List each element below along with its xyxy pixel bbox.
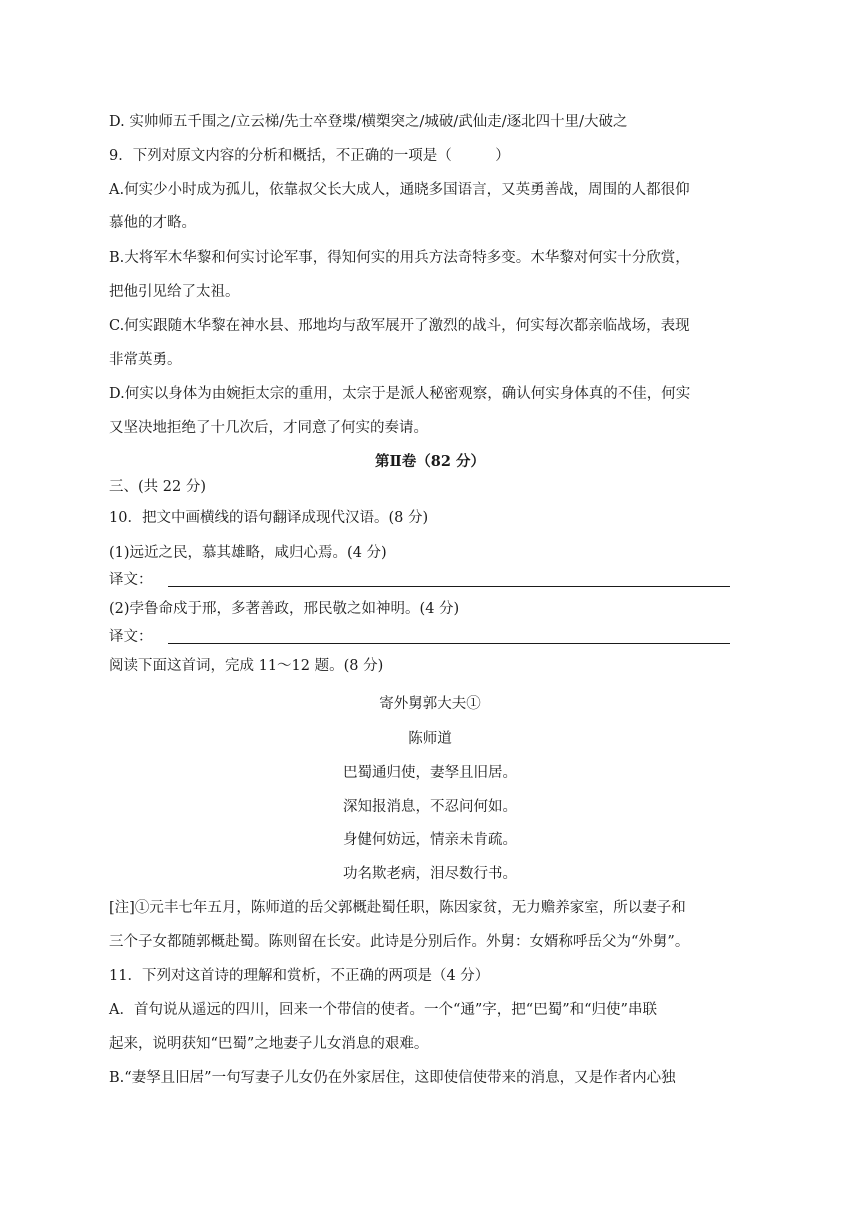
poem-line-2: 深知报消息，不忍问何如。 (343, 799, 517, 815)
q9-option-b-line2: 把他引见给了太祖。 (109, 284, 240, 300)
poem-note-line2: 三个子女都随郭概赴蜀。陈则留在长安。此诗是分别后作。外舅：女婿称呼岳父为“外舅”。 (109, 934, 690, 950)
q11-option-b-line1: B.“妻孥且旧居”一句写妻子儿女仍在外家居住，这即使信使带来的消息，又是作者内心独 (109, 1070, 676, 1086)
q9-option-c-line2: 非常英勇。 (109, 352, 182, 368)
q9-option-a-line1: A.何实少小时成为孤儿，依靠叔父长大成人，通晓多国语言，又英勇善战，周围的人都很仰 (109, 182, 690, 198)
q10-answer2-label: 译文： (109, 629, 153, 645)
q9-option-d-line1: D.何实以身体为由婉拒太宗的重用，太宗于是派人秘密观察，确认何实身体真的不佳，何实 (109, 386, 691, 402)
poem-intro: 阅读下面这首词，完成 11～12 题。(8 分) (109, 658, 384, 674)
q9-option-c-line1: C.何实跟随木华黎在神水县、邢地均与敌军展开了激烈的战斗，何实每次都亲临战场，表现 (109, 318, 690, 334)
q10-answer1-blank[interactable] (168, 586, 730, 587)
q9-option-b-line1: B.大将军木华黎和何实讨论军事，得知何实的用兵方法奇特多变。木华黎对何实十分欣赏， (109, 250, 690, 266)
q11-stem: 11．下列对这首诗的理解和赏析，不正确的两项是（4 分） (109, 968, 490, 984)
q10-answer1-label: 译文： (109, 572, 153, 588)
poem-line-3: 身健何妨远，情亲未肯疏。 (343, 832, 517, 848)
q11-option-a-line2: 起来，说明获知“巴蜀”之地妻子儿女消息的艰难。 (109, 1036, 429, 1052)
q10-answer2-blank[interactable] (168, 643, 730, 644)
q11-option-a-line1: A．首句说从遥远的四川，回来一个带信的使者。一个“通”字，把“巴蜀”和“归使”串联 (109, 1002, 657, 1018)
q10-stem: 10．把文中画横线的语句翻译成现代汉语。(8 分) (109, 510, 429, 526)
q10-sentence1: (1)远近之民，慕其雄略，咸归心焉。(4 分) (109, 545, 387, 561)
q9-stem: 9．下列对原文内容的分析和概括，不正确的一项是（ ） (109, 148, 510, 164)
part2-heading: 第Ⅱ卷（82 分） (375, 453, 485, 470)
poem-title: 寄外舅郭大夫① (379, 696, 481, 712)
q8-option-d: D. 实帅师五千围之/立云梯/先士卒登堞/横槊突之/城破/武仙走/逐北四十里/大破之 (109, 114, 628, 130)
section3-heading: 三、(共 22 分) (109, 479, 206, 495)
poem-line-1: 巴蜀通归使，妻孥且旧居。 (343, 765, 517, 781)
poem-note-line1: [注]①元丰七年五月，陈师道的岳父郭概赴蜀任职，陈因家贫，无力赡养家室，所以妻子和 (109, 900, 686, 916)
poem-author: 陈师道 (408, 731, 452, 747)
q9-option-a-line2: 慕他的才略。 (109, 215, 196, 231)
poem-line-4: 功名欺老病，泪尽数行书。 (343, 866, 517, 882)
q10-sentence2: (2)孛鲁命戍于邢，多著善政，邢民敬之如神明。(4 分) (109, 601, 460, 617)
q9-option-d-line2: 又坚决地拒绝了十几次后，才同意了何实的奏请。 (109, 420, 428, 436)
